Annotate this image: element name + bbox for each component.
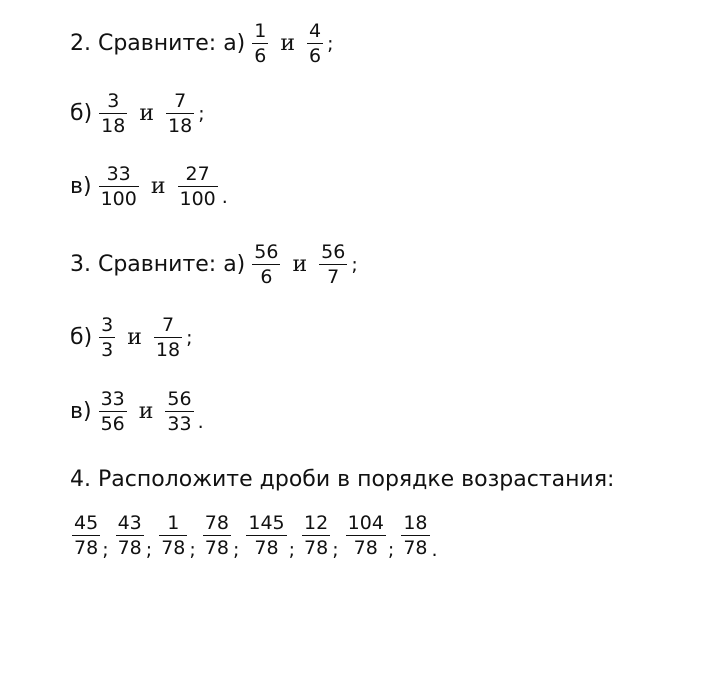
punctuation: ;	[327, 32, 334, 55]
separator: ;	[288, 538, 296, 561]
conjunction: и	[280, 31, 296, 56]
task4-fraction-sequence	[70, 512, 443, 561]
separator: ;	[387, 538, 395, 561]
denominator: 18	[101, 115, 126, 137]
separator: ;	[332, 538, 339, 561]
denominator: 78	[304, 537, 329, 559]
conjunction: и	[139, 101, 155, 126]
task3-c-fraction-2	[165, 390, 193, 434]
numerator: 78	[204, 512, 229, 534]
separator: ;	[232, 538, 240, 561]
task3-line-a	[70, 243, 358, 287]
denominator: 18	[168, 115, 193, 137]
task2-b-fraction-2	[166, 92, 194, 136]
task2-c-fraction-2	[178, 165, 218, 209]
numerator: 45	[74, 512, 99, 534]
task3-heading: 3. Сравните: а)	[70, 252, 246, 277]
denominator: 78	[74, 537, 99, 559]
sequence-fraction	[401, 514, 429, 558]
numerator: 7	[174, 90, 187, 112]
conjunction: и	[127, 325, 142, 350]
denominator: 78	[353, 537, 378, 559]
separator: .	[431, 538, 438, 561]
denominator: 78	[403, 537, 428, 559]
punctuation: .	[221, 186, 228, 208]
denominator: 7	[327, 266, 340, 288]
numerator: 4	[309, 20, 322, 42]
sequence-fraction	[346, 514, 386, 558]
conjunction: и	[138, 399, 154, 424]
denominator: 6	[254, 45, 267, 67]
denominator: 78	[161, 537, 186, 559]
task3-c-fraction-1	[99, 390, 127, 434]
task2-line-b	[70, 92, 205, 136]
numerator: 18	[403, 512, 428, 534]
sequence-fraction	[116, 514, 144, 558]
punctuation: ;	[186, 326, 193, 349]
sequence-fraction	[203, 514, 231, 558]
numerator: 56	[254, 241, 279, 263]
punctuation: ;	[351, 253, 358, 276]
separator: ;	[189, 538, 196, 561]
numerator: 12	[304, 512, 329, 534]
sequence-fraction	[246, 514, 286, 558]
sequence-fraction	[302, 514, 330, 558]
task2-line-c	[70, 165, 228, 209]
item-label: б)	[70, 325, 93, 350]
denominator: 6	[260, 266, 273, 288]
numerator: 56	[321, 241, 346, 263]
separator: ;	[145, 538, 153, 561]
denominator: 56	[100, 413, 125, 435]
task4-heading-line	[70, 469, 614, 491]
task3-b-fraction-1	[99, 316, 115, 360]
numerator: 1	[167, 512, 180, 534]
task3-a-fraction-1	[252, 243, 280, 287]
punctuation: ;	[198, 102, 205, 125]
conjunction: и	[150, 174, 166, 199]
denominator: 78	[204, 537, 229, 559]
punctuation: .	[197, 411, 204, 433]
task4-heading: 4. Расположите дроби в порядке возрастания:	[70, 467, 615, 492]
denominator: 100	[100, 188, 137, 210]
task2-b-fraction-1	[99, 92, 127, 136]
item-label: в)	[70, 174, 92, 199]
numerator: 27	[185, 163, 210, 185]
numerator: 1	[254, 20, 267, 42]
denominator: 3	[101, 339, 114, 361]
sequence-fraction	[72, 514, 100, 558]
item-label: в)	[70, 399, 92, 424]
denominator: 100	[179, 188, 216, 210]
task2-a-fraction-1	[252, 22, 268, 66]
numerator: 3	[107, 90, 120, 112]
numerator: 56	[167, 388, 192, 410]
task2-line-a	[70, 22, 334, 66]
numerator: 33	[106, 163, 131, 185]
task3-line-c	[70, 390, 204, 434]
task3-line-b	[70, 316, 193, 360]
task3-a-fraction-2	[319, 243, 347, 287]
sequence-fraction	[159, 514, 187, 558]
numerator: 33	[100, 388, 125, 410]
item-label: б)	[70, 101, 93, 126]
task2-a-fraction-2	[307, 22, 323, 66]
conjunction: и	[292, 252, 308, 277]
denominator: 6	[309, 45, 322, 67]
numerator: 3	[101, 314, 114, 336]
numerator: 43	[117, 512, 142, 534]
numerator: 104	[347, 512, 384, 534]
denominator: 78	[254, 537, 279, 559]
task2-heading: 2. Сравните: а)	[70, 31, 246, 56]
numerator: 7	[161, 314, 175, 336]
separator: ;	[102, 538, 109, 561]
task3-b-fraction-2	[154, 316, 182, 360]
numerator: 145	[248, 512, 285, 534]
task2-c-fraction-1	[99, 165, 139, 209]
denominator: 78	[117, 537, 142, 559]
denominator: 18	[155, 339, 181, 361]
denominator: 33	[167, 413, 192, 435]
